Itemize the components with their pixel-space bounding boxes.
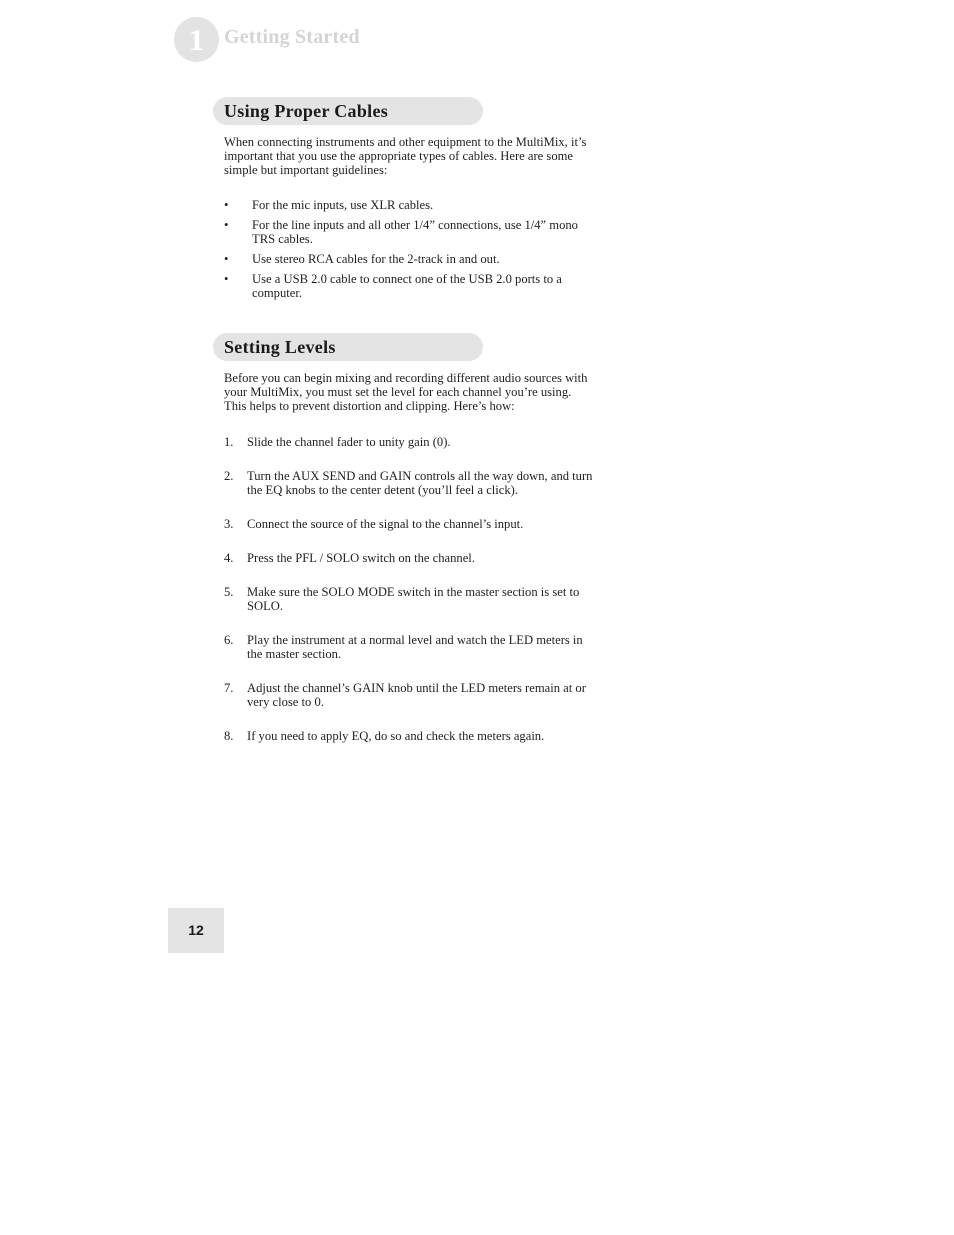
chapter-title: Getting Started [224,26,360,48]
step-text: Adjust the channel’s GAIN knob until the LED meters remain at or very close to 0. [247,681,586,709]
section-heading-setting-levels: Setting Levels [213,333,483,361]
step-number: 1. [224,435,234,449]
step-number: 7. [224,681,234,695]
bullet-text: Use stereo RCA cables for the 2-track in and out. [252,252,500,266]
step-number: 2. [224,469,234,483]
step-number: 3. [224,517,234,531]
list-item [224,517,596,531]
chapter-number-badge: 1 [174,17,219,62]
step-text: Turn the AUX SEND and GAIN controls all the way down, and turn the EQ knobs to the center detent (you’ll feel a click). [247,469,593,497]
cables-intro-paragraph: When connecting instruments and other equipment to the MultiMix, it’s important that you use the appropriate types of cables. Here are some simple but important guidelines: [224,135,587,177]
step-text: Connect the source of the signal to the channel’s input. [247,517,524,531]
list-item [224,729,596,743]
bullet-icon: • [224,198,229,212]
step-text: If you need to apply EQ, do so and check the meters again. [247,729,545,743]
bullet-icon: • [224,218,229,232]
step-text: Play the instrument at a normal level and watch the LED meters in the master section. [247,633,583,661]
step-text: Press the PFL / SOLO switch on the channel. [247,551,475,565]
list-item [224,252,594,266]
list-item [224,681,596,709]
list-item [224,218,594,246]
list-item [224,435,596,449]
levels-intro-paragraph: Before you can begin mixing and recording different audio sources with your MultiMix, you must set the level for each channel you’re using. This helps to prevent distortion and clipping. Here’s how: [224,371,588,413]
list-item [224,585,596,613]
step-number: 8. [224,729,234,743]
step-number: 4. [224,551,234,565]
page-number: 12 [168,908,224,953]
step-number: 6. [224,633,234,647]
step-text: Make sure the SOLO MODE switch in the master section is set to SOLO. [247,585,580,613]
list-item [224,551,596,565]
step-text: Slide the channel fader to unity gain (0). [247,435,451,449]
section-heading-using-proper-cables: Using Proper Cables [213,97,483,125]
list-item [224,469,596,497]
list-item [224,198,594,212]
list-item [224,272,594,300]
bullet-icon: • [224,272,229,286]
bullet-text: For the line inputs and all other 1/4” connections, use 1/4” mono TRS cables. [252,218,578,246]
bullet-icon: • [224,252,229,266]
cables-guidelines-list [224,198,594,306]
bullet-text: Use a USB 2.0 cable to connect one of the USB 2.0 ports to a computer. [252,272,562,300]
step-number: 5. [224,585,234,599]
bullet-text: For the mic inputs, use XLR cables. [252,198,434,212]
list-item [224,633,596,661]
levels-steps-list [224,435,596,763]
